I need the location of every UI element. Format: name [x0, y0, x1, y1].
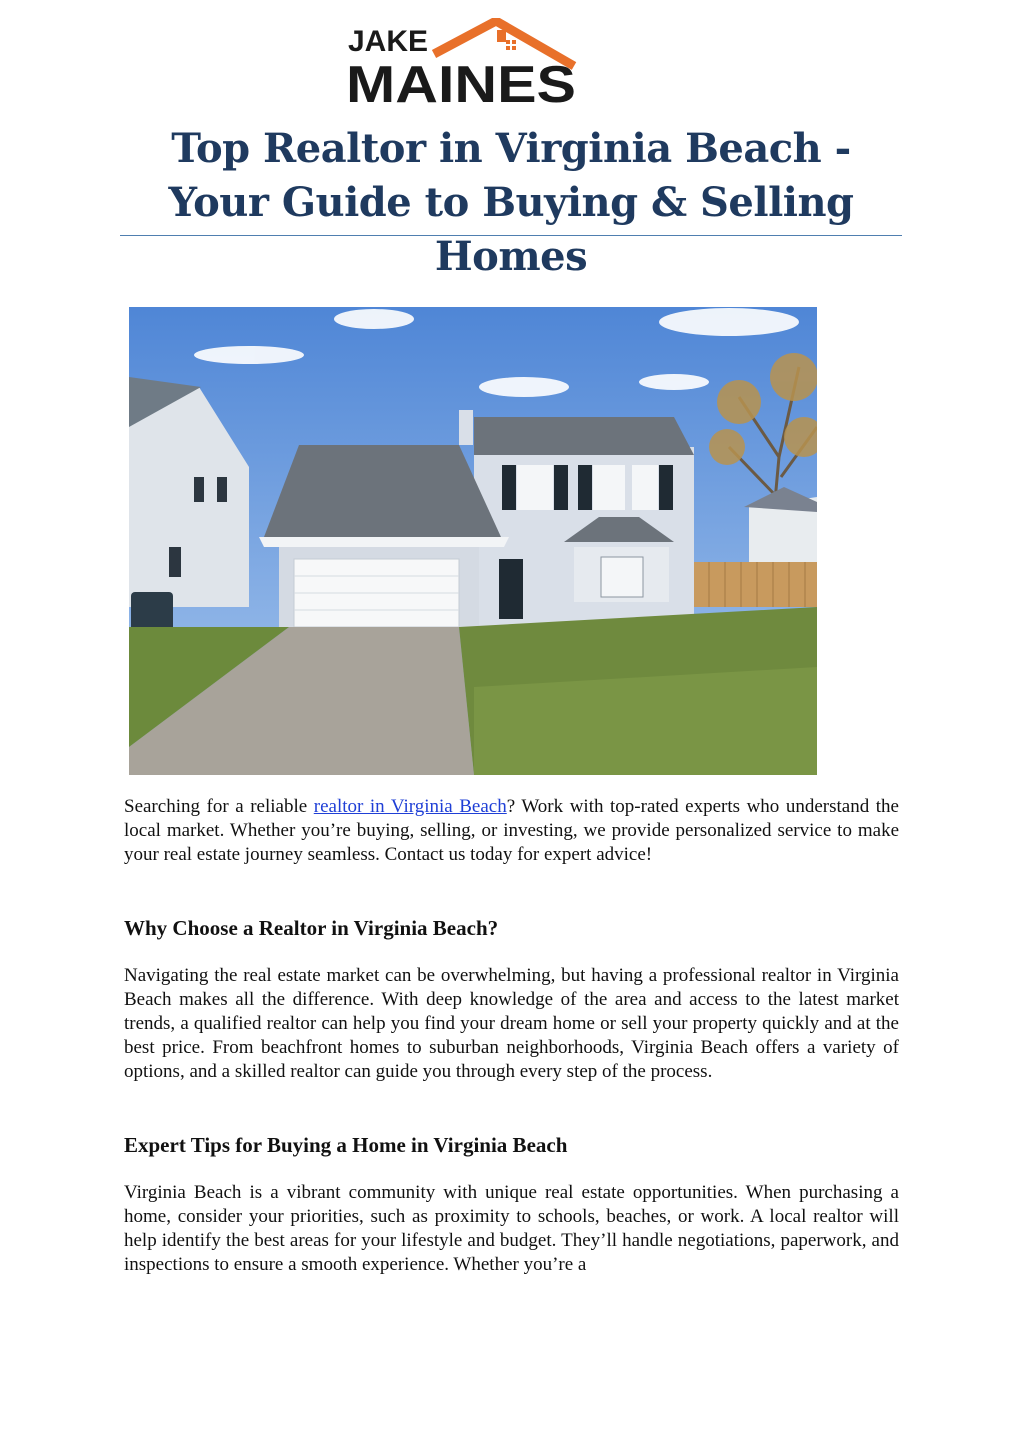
section-body-why-choose: Navigating the real estate market can be overwhelming, but having a professional realtor in Virginia Beach makes all the difference. With deep knowledge of the area and access to the latest market trends, a qualified realtor can help you find your dream home or sell your property quickly and at the best price. From beachfront homes to suburban neighborhoods, Virginia Beach offers a variety of options, and a skilled realtor can guide you through every step of the process. [124, 965, 899, 1082]
logo-line1: JAKE [348, 25, 429, 58]
house-photo [129, 307, 817, 775]
intro-paragraph [124, 795, 899, 867]
realtor-link[interactable]: realtor in Virginia Beach [313, 796, 507, 817]
section-body-buying-tips: Virginia Beach is a vibrant community with unique real estate opportunities. When purchasing a home, consider your priorities, such as proximity to schools, beaches, or work. A local realtor will help identify the best areas for your lifestyle and budget. They’ll handle negotiations, paperwork, and inspections to ensure a smooth experience. Whether you’re a [124, 1182, 899, 1275]
section-heading-why-choose: Why Choose a Realtor in Virginia Beach? [124, 916, 499, 940]
logo-chimney [497, 30, 506, 42]
logo-window-icon [506, 40, 516, 50]
intro-text-after: ? Work with top-rated experts who understand the local market. Whether you’re buying, selling, or investing, we provide personalized service to make your real estate journey seamless. Contact us today for expert advice! [124, 796, 899, 865]
page-title: Top Realtor in Virginia Beach - Your Guide to Buying & Selling Homes [168, 125, 854, 280]
intro-text-before: Searching for a reliable [124, 796, 314, 817]
title-divider [120, 235, 902, 236]
section-heading-buying-tips: Expert Tips for Buying a Home in Virginia Beach [124, 1133, 568, 1157]
brand-logo [346, 18, 578, 106]
logo-line2: MAINES [346, 56, 576, 106]
